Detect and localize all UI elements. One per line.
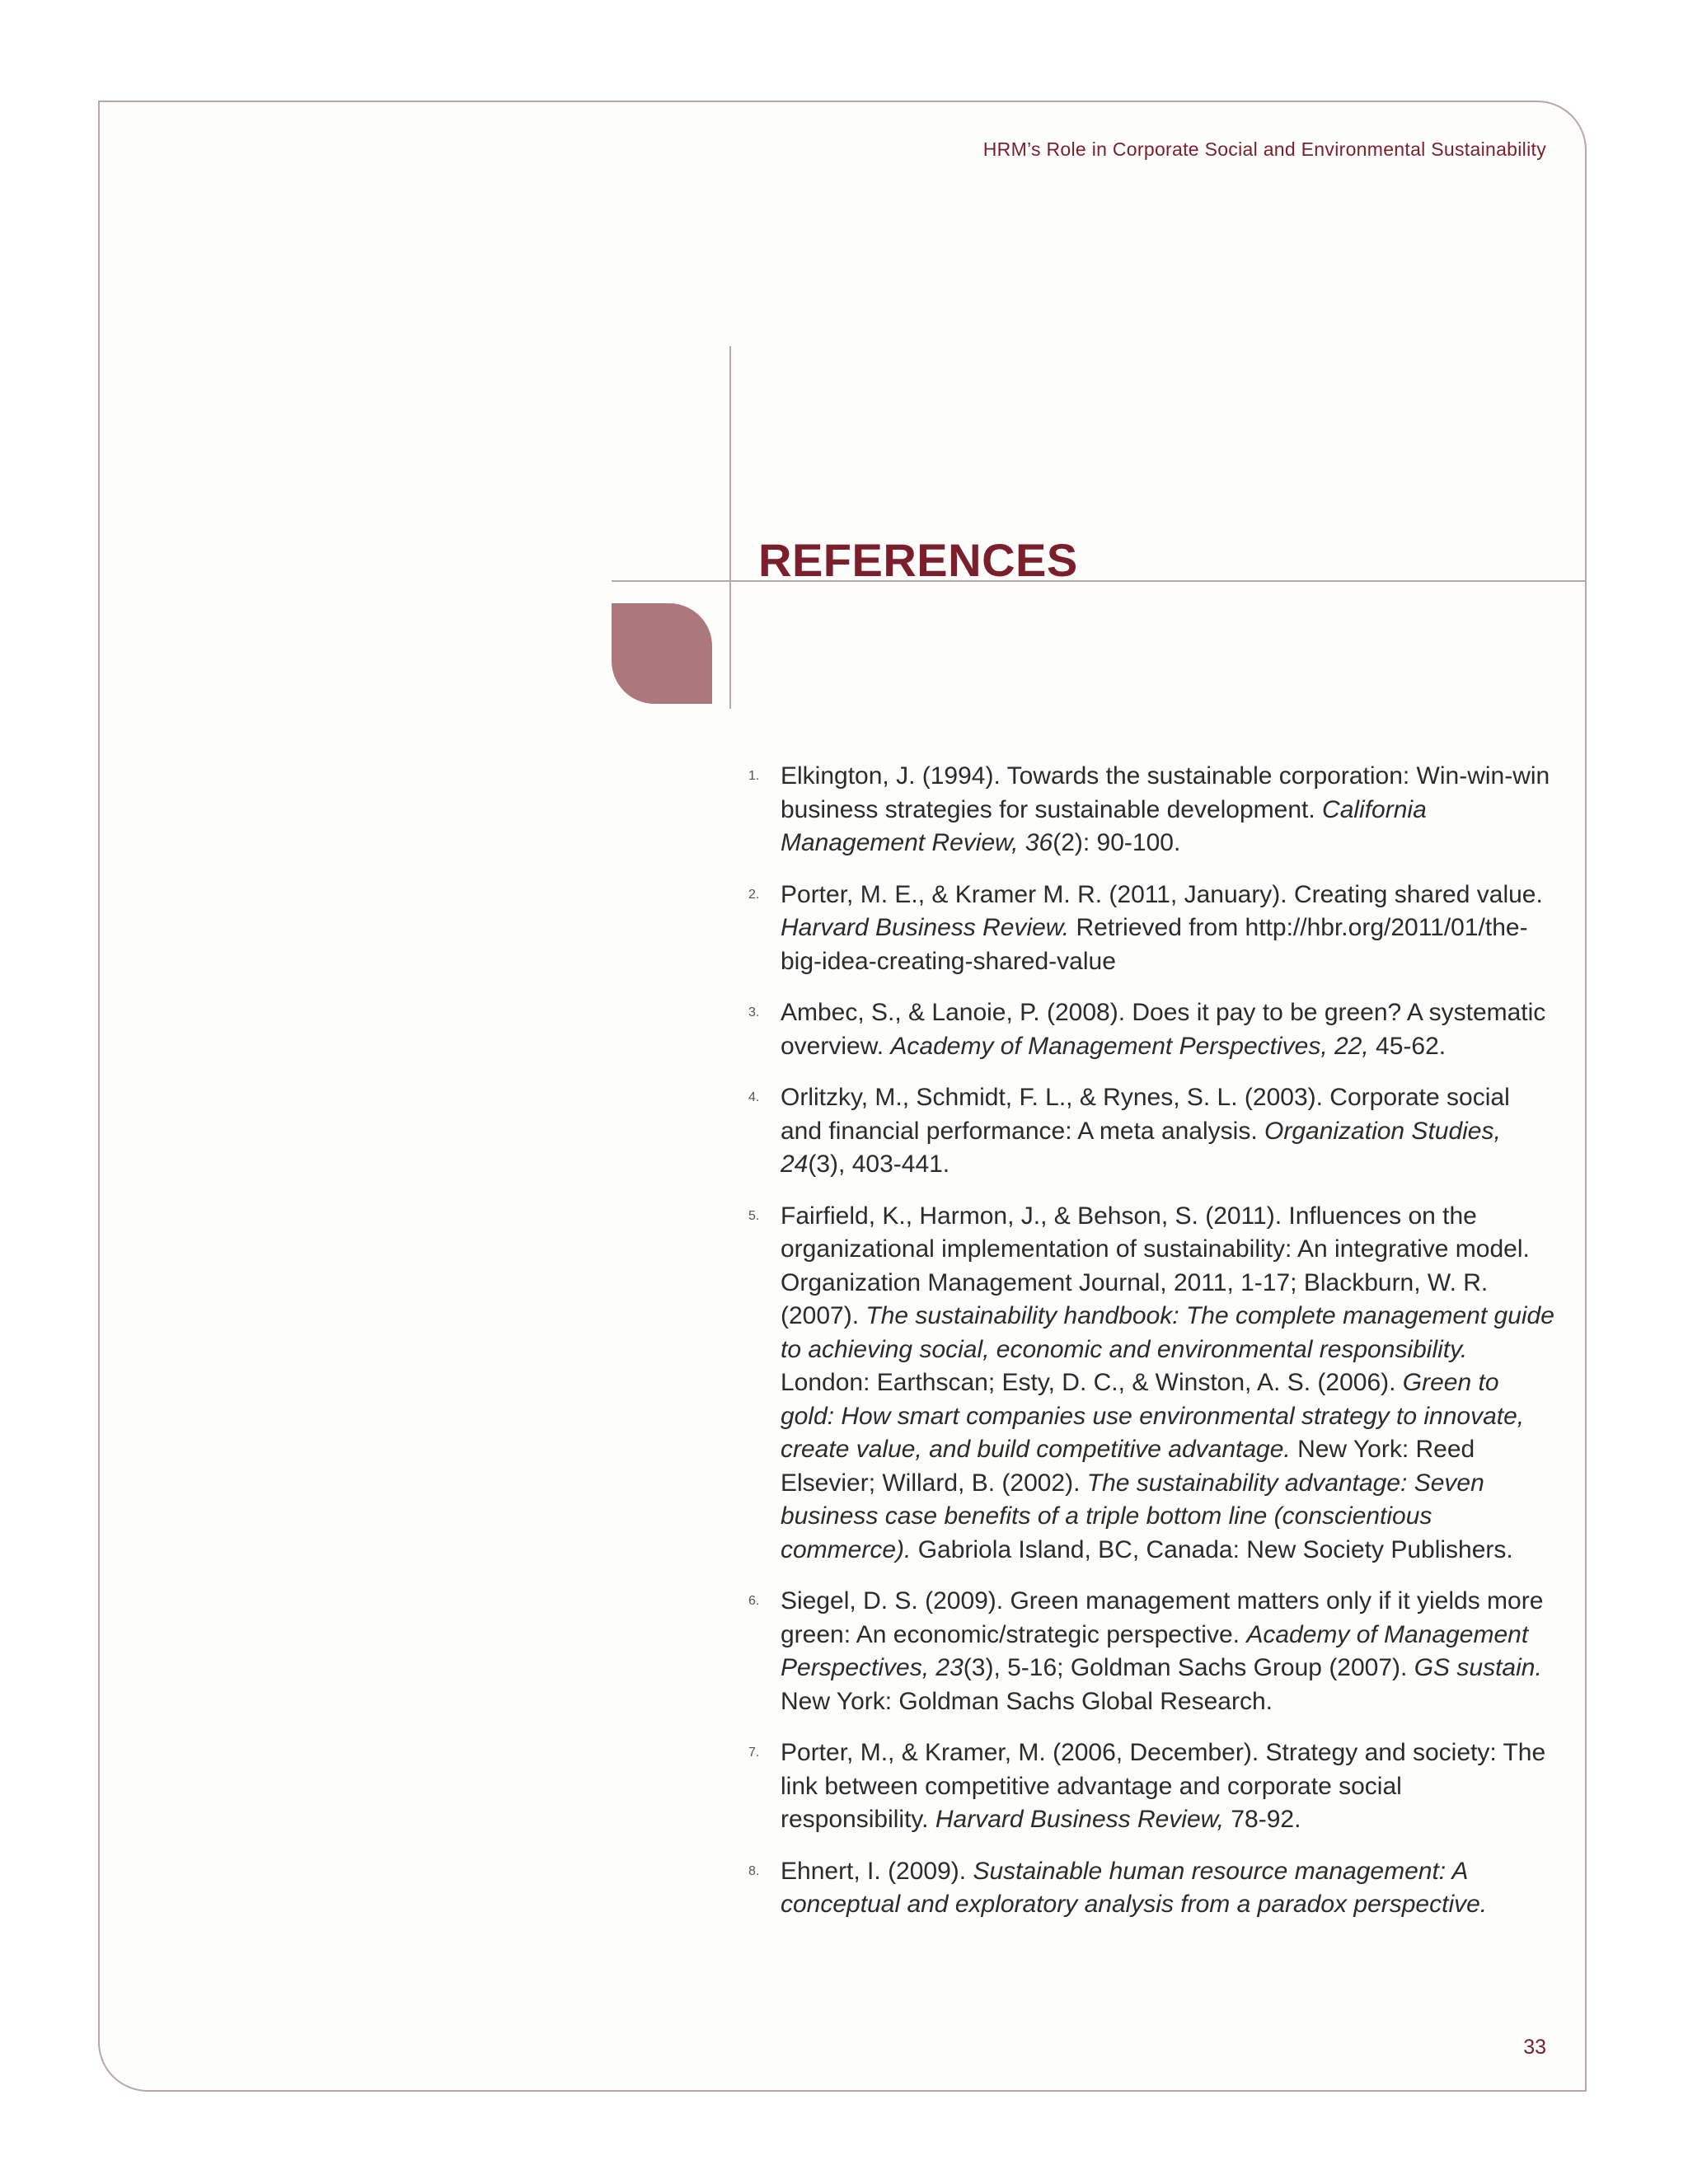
reference-book-title: The sustainability advantage: Seven business case benefits of a triple bottom line (conscientious commerce). <box>781 1469 1484 1563</box>
reference-journal: Academy of Management Perspectives, 23 <box>781 1620 1529 1681</box>
reference-number: 8. <box>748 1863 760 1878</box>
reference-journal: Academy of Management Perspectives, 22, <box>890 1032 1369 1060</box>
reference-text: Siegel, D. S. (2009). Green management matters only if it yields more green: An economic/strategic perspective. <box>781 1587 1544 1648</box>
reference-item <box>747 760 1554 860</box>
reference-list <box>747 760 1554 1940</box>
section-title: REFERENCES <box>758 533 1078 586</box>
reference-number: 5. <box>748 1208 760 1223</box>
reference-text: (3), 5-16; Goldman Sachs Group (2007). <box>963 1654 1414 1681</box>
reference-text: Fairfield, K., Harmon, J., & Behson, S. (2011). Influences on the organizational implementation of sustainability: An integrative model. Organization Management Journal, 2011, 1-17; Blackburn, W. R. (2007). <box>781 1202 1530 1329</box>
reference-text: London: Earthscan; Esty, D. C., & Winston, A. S. (2006). <box>781 1369 1403 1396</box>
page-number: 33 <box>1523 2036 1546 2059</box>
reference-item <box>747 996 1554 1063</box>
reference-item <box>747 1081 1554 1182</box>
reference-text: Ambec, S., & Lanoie, P. (2008). Does it pay to be green? A systematic overview. <box>781 999 1546 1060</box>
reference-book-title: The sustainability handbook: The complete management guide to achieving social, economic and environmental responsibility. <box>781 1302 1554 1363</box>
reference-item <box>747 1736 1554 1837</box>
reference-text: Porter, M., & Kramer, M. (2006, December). Strategy and society: The link between competitive advantage and corporate social responsibility. <box>781 1739 1546 1833</box>
reference-text: Orlitzky, M., Schmidt, F. L., & Rynes, S. L. (2003). Corporate social and financial performance: A meta analysis. <box>781 1084 1510 1145</box>
reference-text: Elkington, J. (1994). Towards the sustainable corporation: Win-win-win business strategies for sustainable development. <box>781 762 1550 823</box>
reference-number: 7. <box>748 1746 760 1760</box>
reference-item <box>747 1585 1554 1718</box>
reference-journal: Harvard Business Review, <box>935 1806 1225 1833</box>
reference-item <box>747 1200 1554 1568</box>
reference-number: 4. <box>748 1090 760 1104</box>
reference-number: 2. <box>748 887 760 902</box>
running-header: HRM’s Role in Corporate Social and Environmental Sustainability <box>982 138 1546 160</box>
reference-text: Gabriola Island, BC, Canada: New Society Publishers. <box>911 1535 1513 1563</box>
vertical-rule <box>729 346 731 709</box>
reference-text: Retrieved from http://hbr.org/2011/01/the-big-idea-creating-shared-value <box>781 914 1528 975</box>
reference-text: 78-92. <box>1224 1806 1301 1833</box>
reference-book-title: GS sustain. <box>1414 1654 1542 1681</box>
reference-item <box>747 879 1554 979</box>
reference-book-title: Sustainable human resource management: A conceptual and exploratory analysis from a paradox perspective. <box>781 1857 1488 1918</box>
reference-journal: California Management Review, 36 <box>781 795 1427 856</box>
reference-text: (3), 403-441. <box>808 1151 950 1178</box>
reference-item <box>747 1855 1554 1922</box>
reference-book-title: Green to gold: How smart companies use environmental strategy to innovate, create value, and build competitive advantage. <box>781 1369 1525 1463</box>
reference-number: 6. <box>748 1594 760 1608</box>
reference-journal: Organization Studies, 24 <box>781 1117 1501 1178</box>
reference-number: 1. <box>748 769 760 783</box>
reference-text: (2): 90-100. <box>1053 829 1181 856</box>
reference-text: New York: Reed Elsevier; Willard, B. (2002). <box>781 1436 1475 1497</box>
reference-journal: Harvard Business Review. <box>781 914 1070 941</box>
reference-text: Ehnert, I. (2009). <box>781 1857 973 1885</box>
reference-text: 45-62. <box>1368 1032 1447 1060</box>
reference-text: Porter, M. E., & Kramer M. R. (2011, January). Creating shared value. <box>781 880 1543 908</box>
reference-text: New York: Goldman Sachs Global Research. <box>781 1687 1273 1715</box>
reference-number: 3. <box>748 1005 760 1019</box>
leaf-decoration <box>612 603 712 704</box>
